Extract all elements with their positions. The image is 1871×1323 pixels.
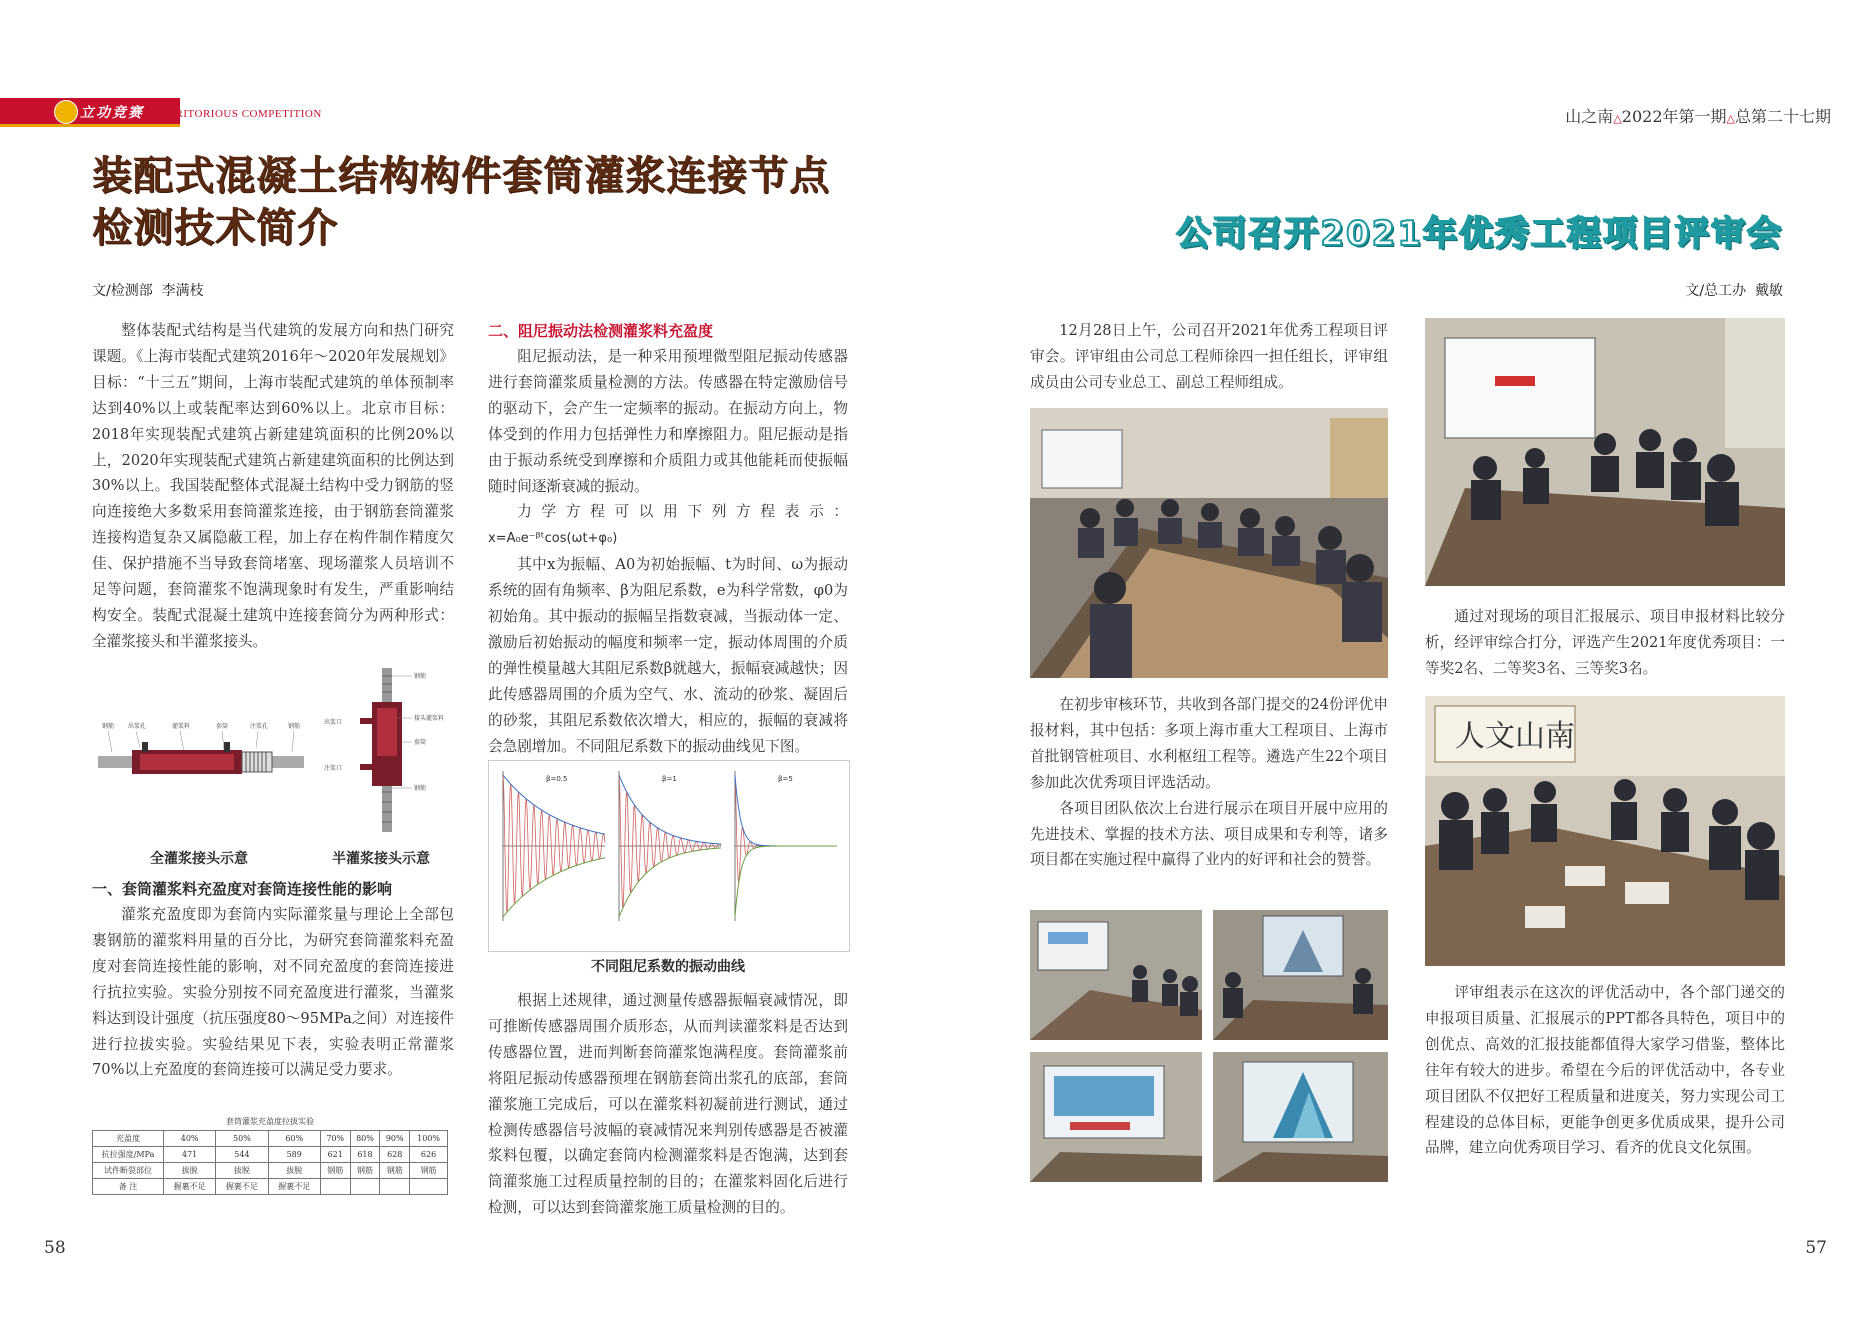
fig-full-label: 钢筋 [102,723,115,730]
section-tab-stripe [0,124,180,127]
table-cell: 钢筋 [350,1163,380,1179]
section-icon [54,100,78,124]
news-title: 公司召开2021年优秀工程项目评审会 [1176,214,1783,254]
meeting-photo-small-4 [1213,1052,1388,1182]
right-col-2-mid [1425,604,1785,682]
grouting-table [92,1116,448,1195]
table-cell: 628 [380,1147,410,1163]
fig-half-label: 接头灌浆料 [414,715,445,722]
table-cell: 握裹不足 [268,1179,320,1195]
news-author: 文/总工办 戴敏 [1685,283,1783,299]
table-cell: 40% [164,1131,216,1147]
journal-issue: 2022年第一期 [1621,107,1727,126]
fig-half-label: 钢筋 [414,785,427,792]
table-cell: 60% [268,1131,320,1147]
table-cell: 589 [268,1147,320,1163]
chart-panel-label: β=0.5 [546,775,568,783]
journal-total-issue: 总第二十七期 [1734,107,1831,126]
table-row [93,1179,448,1195]
right-col-1-mid [1030,692,1388,873]
section-2-body-2: 其中x为振幅、A0为初始振幅、t为时间、ω为振动系统的固有角频率、β为阻尼系数，e为科学常数，φ0为初始角。其中振动的振幅呈指数衰减，当振动体一定、激励后初始振动的幅度和频率一定，振动体周围的介质的弹性模量越大其阻尼系数β就越大，振幅衰减越快；因此传感器周围的介质为空气、水、流动的砂浆、凝固后的砂浆，其阻尼系数依次增大，相应的，振幅的衰减将会急剧增加。不同阻尼系数下的振动曲线见下图。 [488,556,848,755]
section-2-body-3: 根据上述规律，通过测量传感器振幅衰减情况，即可推断传感器周围介质形态，从而判读灌浆料是否达到传感器位置，进而判断套筒灌浆饱满程度。套筒灌浆前将阻尼振动传感器预埋在钢筋套筒出浆孔的底部，套筒灌浆施工完成后，可以在灌浆料初凝前进行测试，通过检测传感器信号波幅的衰减情况来判别传感器是否被灌浆料包覆，以确定套筒内检测灌浆料是否饱满，达到套筒灌浆施工过程质量控制的目的；在灌浆料固化后进行检测，可以达到套筒灌浆施工质量检测的目的。 [488,992,848,1217]
table-caption: 套筒灌浆充盈度拉拔实验 [226,1117,314,1126]
table-cell: 50% [216,1131,268,1147]
table-cell [350,1179,380,1195]
table-cell: 80% [350,1131,380,1147]
chart-series-envelope-upper [735,775,837,846]
table [92,1130,448,1195]
chart-caption: 不同阻尼系数的振动曲线 [591,959,745,975]
chart-series-oscillation [503,775,605,911]
calligraphy-text: 人文山南 [1455,719,1575,754]
article-title [92,150,830,254]
fig-half-label: 套筒 [414,739,427,746]
vibration-chart-svg [489,761,849,951]
chart-series-envelope-upper [619,775,721,844]
table-cell: 握裹不足 [164,1179,216,1195]
fig-full-label: 灌浆料 [172,723,191,730]
left-col-2 [488,318,848,760]
formula-label: 力学方程可以用下列方程表示： [517,503,848,521]
table-cell: 钢筋 [380,1163,410,1179]
table-cell: 拔脱 [164,1163,216,1179]
fig-half-label: 出浆口 [324,719,343,726]
table-cell [320,1179,350,1195]
table-cell: 544 [216,1147,268,1163]
table-cell: 471 [164,1147,216,1163]
section-tag: 立功竞赛 [80,105,144,121]
journal-header: 山之南△2022年第一期△总第二十七期 [1565,107,1831,126]
section-1-title: 一、套筒灌浆料充盈度对套筒连接性能的影响 [92,880,393,898]
section-1-body: 灌浆充盈度即为套筒内实际灌浆量与理论上全部包裹钢筋的灌浆料用量的百分比，为研究套筒灌浆料充盈度对套筒连接性能的影响，对不同充盈度的套筒连接进行抗拉实验。实验分别按不同充盈度进行灌浆，当灌浆料达到设计强度（抗压强度80～95MPa之间）对连接件进行拉拔实验。实验结果见下表，实验表明正常灌浆70%以上充盈度的套筒连接可以满足受力要求。 [92,906,454,1079]
fig-full-caption: 全灌浆接头示意 [150,851,248,867]
page-number-right: 57 [1805,1238,1827,1258]
article-author: 文/检测部 李满枝 [92,283,204,299]
journal-name: 山之南 [1565,107,1614,126]
meeting-photo-3 [1425,696,1785,966]
left-col-1 [92,318,454,655]
table-cell: 握裹不足 [216,1179,268,1195]
right-col-1 [1030,318,1388,396]
table-cell: 100% [410,1131,448,1147]
chart-panel-label: β=1 [662,775,677,783]
article-title-line1: 装配式混凝土结构构件套筒灌浆连接节点 [92,153,830,199]
table-cell: 618 [350,1147,380,1163]
fig-half-caption: 半灌浆接头示意 [332,851,430,867]
vibration-chart [488,760,850,952]
fig-full-label: 钢筋 [288,723,301,730]
page-number-left: 58 [44,1238,66,1258]
table-row-header: 抗拉强度/MPa [93,1147,164,1163]
table-cell: 钢筋 [410,1163,448,1179]
section-2-body-1: 阻尼振动法，是一种采用预埋微型阻尼振动传感器进行套筒灌浆质量检测的方法。传感器在特定激励信号的驱动下，会产生一定频率的振动。在振动方向上，物体受到的作用力包括弹性力和摩擦阻力。阻尼振动是指由于振动系统受到摩擦和介质阻力或其他能耗而使振幅随时间逐渐衰减的振动。 [488,348,848,495]
table-cell: 621 [320,1147,350,1163]
news-paragraph-1: 12月28日上午，公司召开2021年优秀工程项目评审会。评审组由公司总工程师徐四一担任组长，评审组成员由公司专业总工、副总工程师组成。 [1030,322,1388,391]
news-paragraph-4: 通过对现场的项目汇报展示、项目申报材料比较分析，经评审综合打分，评选产生2021年度优秀项目：一等奖2名、二等奖3名、三等奖3名。 [1425,608,1785,677]
figure-full-grouting [92,700,310,820]
fig-full-label: 出浆孔 [128,723,147,730]
news-paragraph-2: 在初步审核环节，共收到各部门提交的24份评优申报材料，其中包括：多项上海市重大工程项目、上海市首批钢管桩项目、水利枢纽工程等。遴选产生22个项目参加此次优秀项目评选活动。 [1030,696,1388,791]
section-2-title: 二、阻尼振动法检测灌浆料充盈度 [488,322,714,340]
fig-full-label: 注浆孔 [250,723,269,730]
table-cell: 70% [320,1131,350,1147]
chart-series-envelope-upper [503,775,605,834]
chart-series-envelope-lower [735,846,837,917]
table-cell: 拔脱 [268,1163,320,1179]
meeting-photo-small-2 [1213,910,1388,1040]
chart-series-envelope-lower [619,848,721,917]
table-row-header: 充盈度 [93,1131,164,1147]
figure-half-grouting [320,662,460,838]
fig-half-label: 钢筋 [414,673,427,680]
table-row-header: 备 注 [93,1179,164,1195]
section-en: MERITORIOUS COMPETITION [158,108,322,120]
chart-series-oscillation [735,775,837,883]
meeting-photo-1 [1030,408,1388,678]
table-cell: 拔脱 [216,1163,268,1179]
news-paragraph-5: 评审组表示在这次的评优活动中，各个部门递交的申报项目质量、汇报展示的PPT都各具特色，项目中的创优点、高效的汇报技能都值得大家学习借鉴，整体比往年有较大的进步。希望在今后的评优活动中，各专业项目团队不仅把好工程质量和进度关，努力实现公司工程建设的总体目标，更能争创更多优质成果，提升公司品牌，建立向优秀项目学习、看齐的优良文化氛围。 [1425,984,1785,1157]
table-cell [380,1179,410,1195]
table-row [93,1147,448,1163]
table-cell: 钢筋 [320,1163,350,1179]
table-cell: 90% [380,1131,410,1147]
formula-line [488,499,848,552]
fig-half-label: 注浆口 [324,765,343,772]
article-title-line2: 检测技术简介 [92,205,338,251]
fig-full-label: 套筒 [216,723,229,730]
meeting-photo-small-3 [1030,1052,1202,1182]
right-col-2-lower [1425,980,1785,1161]
left-col-2-lower [488,988,848,1221]
news-paragraph-3: 各项目团队依次上台进行展示在项目开展中应用的先进技术、掌握的技术方法、项目成果和专利等，诸多项目都在实施过程中赢得了业内的好评和社会的赞誉。 [1030,799,1388,869]
chart-panel-label: β=5 [778,775,793,783]
formula: x=A₀e⁻ᵝᵗcos(ωt+φ₀) [488,531,618,547]
intro-paragraph: 整体装配式结构是当代建筑的发展方向和热门研究课题。《上海市装配式建筑2016年～2020年发展规划》目标：“十三五”期间，上海市装配式建筑的单体预制率达到40%以上或装配率达到60%以上。北京市目标：2018年实现装配式建筑占新建建筑面积的比例20%以上，2020年实现装配式建筑占新建建筑面积的比例达到30%以上。我国装配整体式混凝土结构中受力钢筋的竖向连接绝大多数采用套筒灌浆连接，由于钢筋套筒灌浆连接构造复杂又属隐蔽工程，加上存在构件制作精度欠佳、保护措施不当导致套筒堵塞、现场灌浆人员培训不足等问题，套筒灌浆不饱满现象时有发生，严重影响结构安全。装配式混凝土建筑中连接套筒分为两种形式：全灌浆接头和半灌浆接头。 [92,322,454,650]
table-cell [410,1179,448,1195]
table-row-header: 试件断裂部位 [93,1163,164,1179]
meeting-photo-2 [1425,318,1785,586]
table-cell: 626 [410,1147,448,1163]
meeting-photo-small-1 [1030,910,1202,1040]
table-row [93,1131,448,1147]
left-col-1-lower [92,876,454,1083]
table-row [93,1163,448,1179]
